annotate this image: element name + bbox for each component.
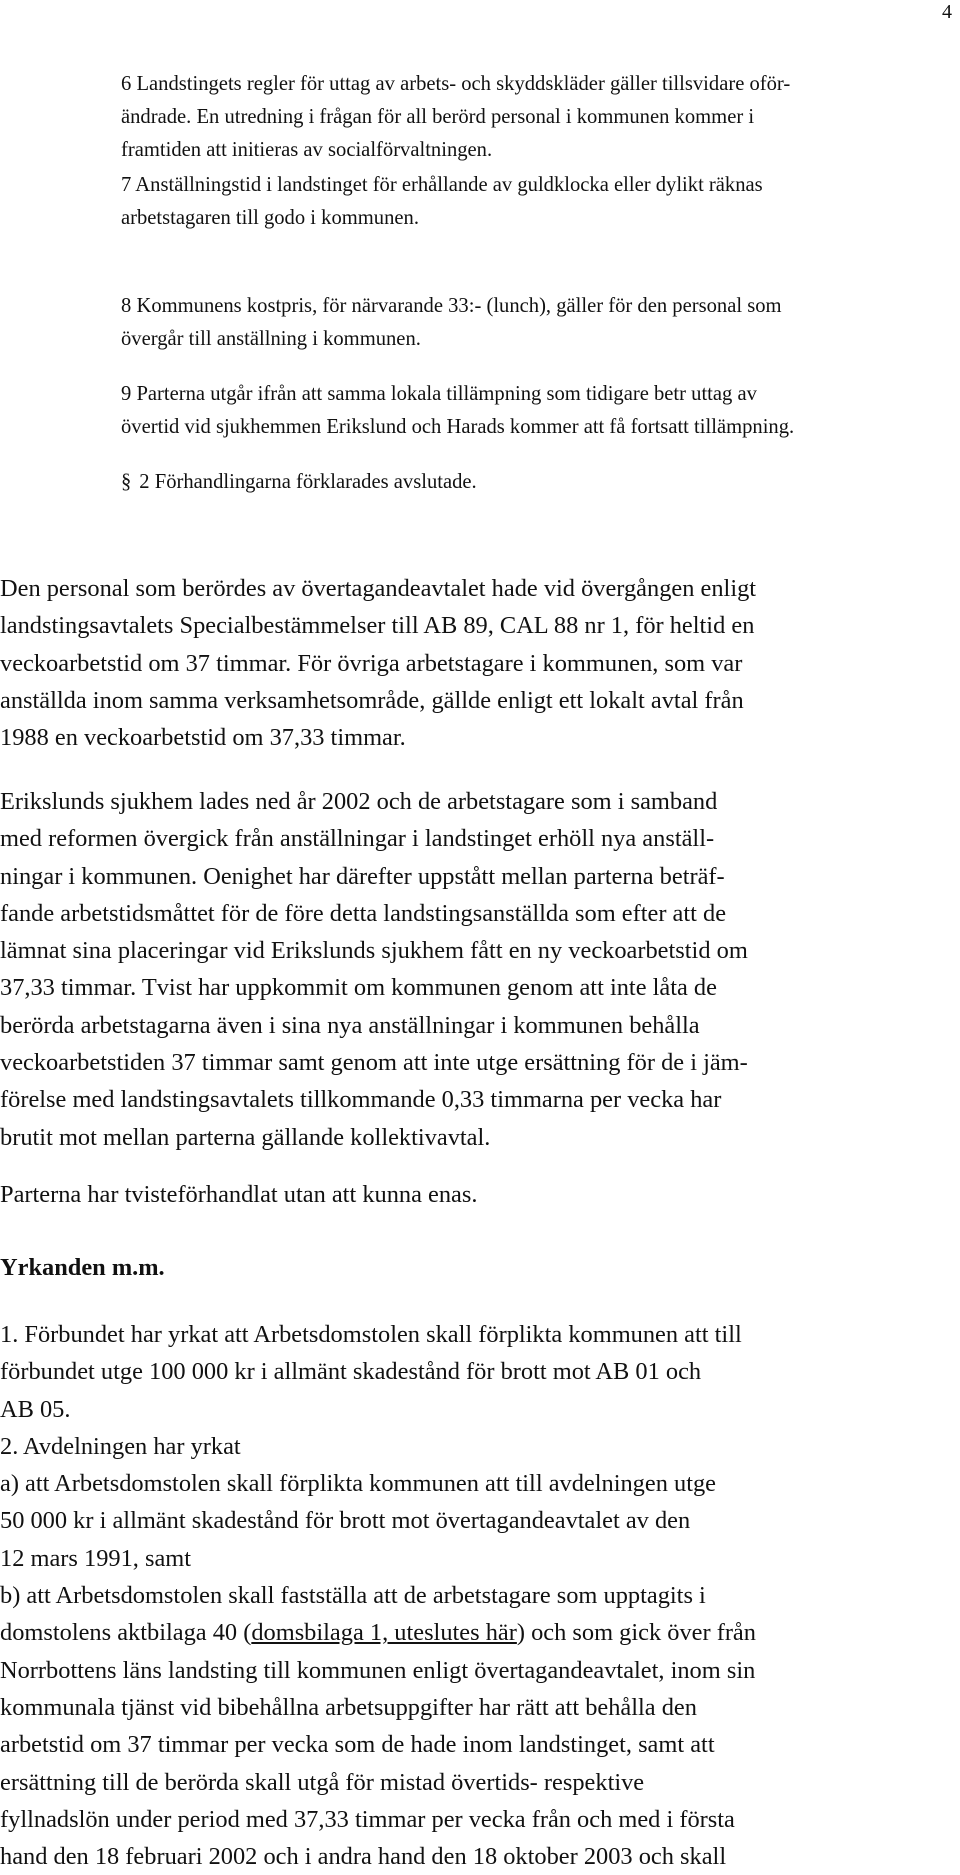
text-line: övertid vid sjukhemmen Erikslund och Harads kommer att få fortsatt tillämpning.: [121, 416, 795, 438]
text-line: a) att Arbetsdomstolen skall förplikta kommunen att till avdelningen utge: [0, 1470, 716, 1498]
item-8: [121, 290, 951, 356]
text-line: 1988 en veckoarbetstid om 37,33 timmar.: [0, 724, 406, 752]
text-line: 8 Kommunens kostpris, för närvarande 33:- (lunch), gäller för den personal som: [121, 295, 782, 317]
court-attachment-reference: domsbilaga 1, uteslutes här: [251, 1619, 517, 1647]
text-line: fande arbetstidsmåttet för de före detta landstingsanställda som efter att de: [0, 899, 727, 927]
text-line: framtiden att initieras av socialförvaltningen.: [121, 139, 493, 161]
text-line: ändrade. En utredning i frågan för all berörd personal i kommunen kommer i: [121, 106, 755, 128]
text-line: förbundet utge 100 000 kr i allmänt skadestånd för brott mot AB 01 och: [0, 1358, 702, 1386]
text-line: anställda inom samma verksamhetsområde, gällde enligt ett lokalt avtal från: [0, 686, 744, 714]
text-line: arbetstid om 37 timmar per vecka som de hade inom landstinget, samt att: [0, 1731, 715, 1759]
text-line: hand den 18 februari 2002 och i andra hand den 18 oktober 2003 och skall: [0, 1843, 727, 1871]
text-line: veckoarbetstid om 37 timmar. För övriga arbetstagare i kommunen, som var: [0, 649, 743, 677]
section-closing: [121, 466, 951, 499]
reference-prefix: domstolens aktbilaga 40 (: [0, 1619, 252, 1647]
reference-suffix: ) och som gick över från: [516, 1619, 756, 1647]
text-line: Erikslunds sjukhem lades ned år 2002 och de arbetstagare som i samband: [0, 788, 718, 815]
text-line: ningar i kommunen. Oenighet har därefter uppstått mellan parterna beträf-: [0, 862, 725, 890]
text-line: 9 Parterna utgår ifrån att samma lokala tillämpning som tidigare betr uttag av: [121, 383, 757, 405]
text-line: veckoarbetstiden 37 timmar samt genom att inte utge ersättning för de i jäm-: [0, 1049, 748, 1077]
text-line: AB 05.: [0, 1395, 71, 1423]
page-number: 4: [942, 1, 952, 23]
text-line: Parterna har tvisteförhandlat utan att kunna enas.: [0, 1181, 478, 1208]
paragraph-negotiation: [0, 1176, 960, 1213]
section-heading: Yrkanden m.m.: [0, 1254, 165, 1281]
text-line: fyllnadslön under period med 37,33 timmar per vecka från och med i första: [0, 1805, 735, 1833]
item-7: [121, 169, 951, 235]
text-line: med reformen övergick från anställningar i landstinget erhöll nya anställ-: [0, 825, 715, 853]
text-line: lämnat sina placeringar vid Erikslunds sjukhem fått en ny veckoarbetstid om: [0, 937, 748, 965]
item-9: [121, 378, 951, 444]
text-line: ersättning till de berörda skall utgå för mistad övertids- respektive: [0, 1768, 645, 1796]
section-text: 2 Förhandlingarna förklarades avslutade.: [139, 471, 477, 493]
text-line: Den personal som berördes av övertagandeavtalet hade vid övergången enligt: [0, 575, 757, 602]
text-line: arbetstagaren till godo i kommunen.: [121, 207, 419, 229]
text-line: 37,33 timmar. Tvist har uppkommit om kommunen genom att inte låta de: [0, 974, 717, 1002]
text-line: övergår till anställning i kommunen.: [121, 328, 421, 350]
text-line: 12 mars 1991, samt: [0, 1544, 192, 1572]
text-line: 50 000 kr i allmänt skadestånd för brott mot övertagandeavtalet av den: [0, 1507, 691, 1535]
claims-list: [0, 1316, 960, 1875]
text-line-with-reference: [0, 1614, 960, 1651]
text-line: kommunala tjänst vid bibehållna arbetsuppgifter har rätt att behålla den: [0, 1693, 697, 1721]
text-line: 6 Landstingets regler för uttag av arbets- och skyddskläder gäller tillsvidare oför-: [121, 73, 791, 95]
text-line: 7 Anställningstid i landstinget för erhållande av guldklocka eller dylikt räknas: [121, 174, 763, 196]
text-line: brutit mot mellan parterna gällande kollektivavtal.: [0, 1123, 491, 1151]
text-line: b) att Arbetsdomstolen skall fastställa att de arbetstagare som upptagits i: [0, 1582, 706, 1610]
text-line: 2. Avdelningen har yrkat: [0, 1432, 241, 1460]
text-line: 1. Förbundet har yrkat att Arbetsdomstolen skall förplikta kommunen att till: [0, 1321, 742, 1348]
paragraph-personal: [0, 570, 960, 756]
paragraph-erikslund: [0, 783, 960, 1156]
text-line: berörda arbetstagarna även i sina nya anställningar i kommunen behålla: [0, 1011, 700, 1039]
text-line: Norrbottens läns landsting till kommunen enligt övertagandeavtalet, inom sin: [0, 1656, 756, 1684]
text-line: landstingsavtalets Specialbestämmelser till AB 89, CAL 88 nr 1, för heltid en: [0, 612, 755, 640]
text-line: förelse med landstingsavtalets tillkommande 0,33 timmarna per vecka har: [0, 1086, 722, 1114]
section-sign: §: [121, 471, 132, 493]
item-6: [121, 68, 951, 167]
